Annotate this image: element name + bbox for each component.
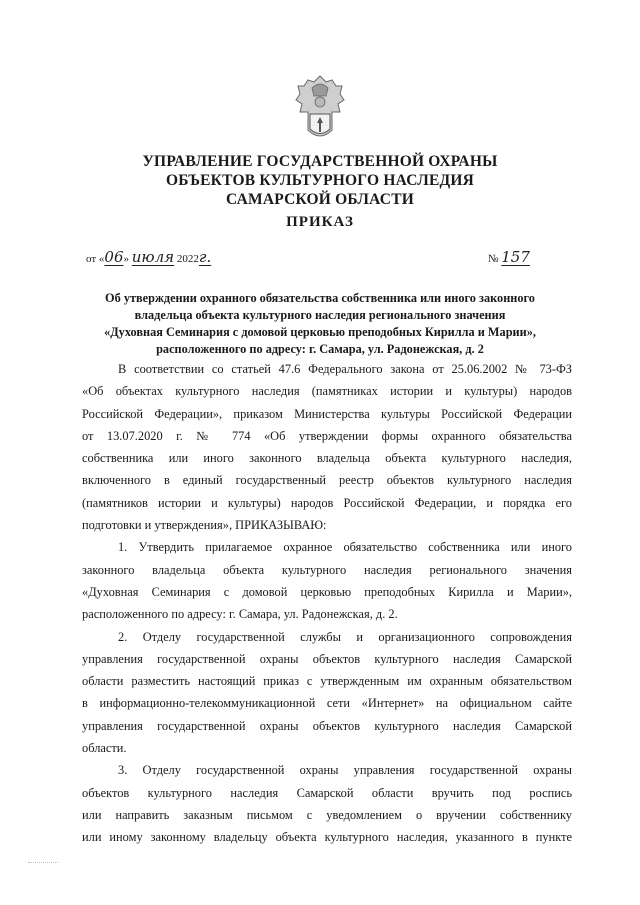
subject-line: расположенного по адресу: г. Самара, ул. Радонежская, д. 2 [156,342,484,356]
subject-line: Об утверждении охранного обязательства собственника или иного законного [105,291,535,305]
body-line: расположенного по адресу: г. Самара, ул. Радонежская, д. 2. [82,607,398,622]
body-line: области. [82,741,127,756]
body-line: управления государственной охраны объектов культурного наследия Самарской [82,651,572,666]
body-line: включенного в единый государственный реестр объектов культурного наследия [82,473,572,488]
body-line: В соответствии со статьей 47.6 Федерального закона от 25.06.2002 № 73-ФЗ [118,362,572,376]
body-line: (памятников истории и культуры) народов Российской Федерации, и порядка его [82,495,572,510]
date-year: 2022 [176,253,199,265]
agency-header-line: УПРАВЛЕНИЕ ГОСУДАРСТВЕННОЙ ОХРАНЫ [142,153,498,170]
body-line: в информационно-телекоммуникационной сети «Интернет» на официальном сайте [82,696,572,711]
footer-dotted-mark [28,862,58,863]
number-prefix: № [488,253,499,265]
date-prefix: от « [86,253,105,265]
body-line: «Об объектах культурного наследия (памятниках истории и культуры) народов [82,384,572,399]
subject-line: «Духовная Семинария с домовой церковью преподобных Кирилла и Марии», [104,325,536,339]
number-value: 157 [501,248,530,266]
body-line: или направить заказным письмом с уведомлением о вручении собственнику [82,807,572,822]
order-body [82,358,572,849]
body-line: Российской Федерации», приказом Министерства культуры Российской Федерации [82,406,572,421]
date-year-suffix: г. [198,248,212,266]
body-line: 3. Отделу государственной охраны управления государственной охраны [118,763,572,778]
body-line: 2. Отделу государственной службы и организационного сопровождения [118,629,572,644]
agency-header [0,152,640,209]
order-date [86,248,211,266]
body-line: «Духовная Семинария с домовой церковью преподобных Кирилла и Марии», [82,584,572,599]
body-line: объектов культурного наследия Самарской области вручить под роспись [82,785,572,800]
body-line: собственника или иного законного владельца объекта культурного наследия, [82,451,572,466]
subject-line: владельца объекта культурного наследия регионального значения [134,308,506,322]
body-line: подготовки и утверждения», ПРИКАЗЫВАЮ: [82,518,327,533]
order-subject [70,290,570,358]
body-line: законного владельца объекта культурного наследия регионального значения [82,562,572,577]
body-line: области разместить настоящий приказ с утвержденным им охранным обязательством [82,674,572,689]
date-separator: » [123,253,130,265]
date-day: 06 [104,248,124,266]
date-month: июля [131,248,175,266]
body-line: или иному законному владельцу объекта культурного наследия, указанного в пункте [82,830,572,845]
coat-of-arms-emblem [290,74,350,144]
order-number [488,248,530,266]
body-line: от 13.07.2020 г. № 774 «Об утверждении формы охранного обязательства [82,428,572,443]
body-line: 1. Утвердить прилагаемое охранное обязательство собственника или иного [118,540,572,555]
body-line: управления государственной охраны объектов культурного наследия Самарской [82,718,572,733]
agency-header-line: САМАРСКОЙ ОБЛАСТИ [225,191,414,208]
agency-header-line: ОБЪЕКТОВ КУЛЬТУРНОГО НАСЛЕДИЯ [165,172,475,189]
document-title: ПРИКАЗ [286,214,354,230]
